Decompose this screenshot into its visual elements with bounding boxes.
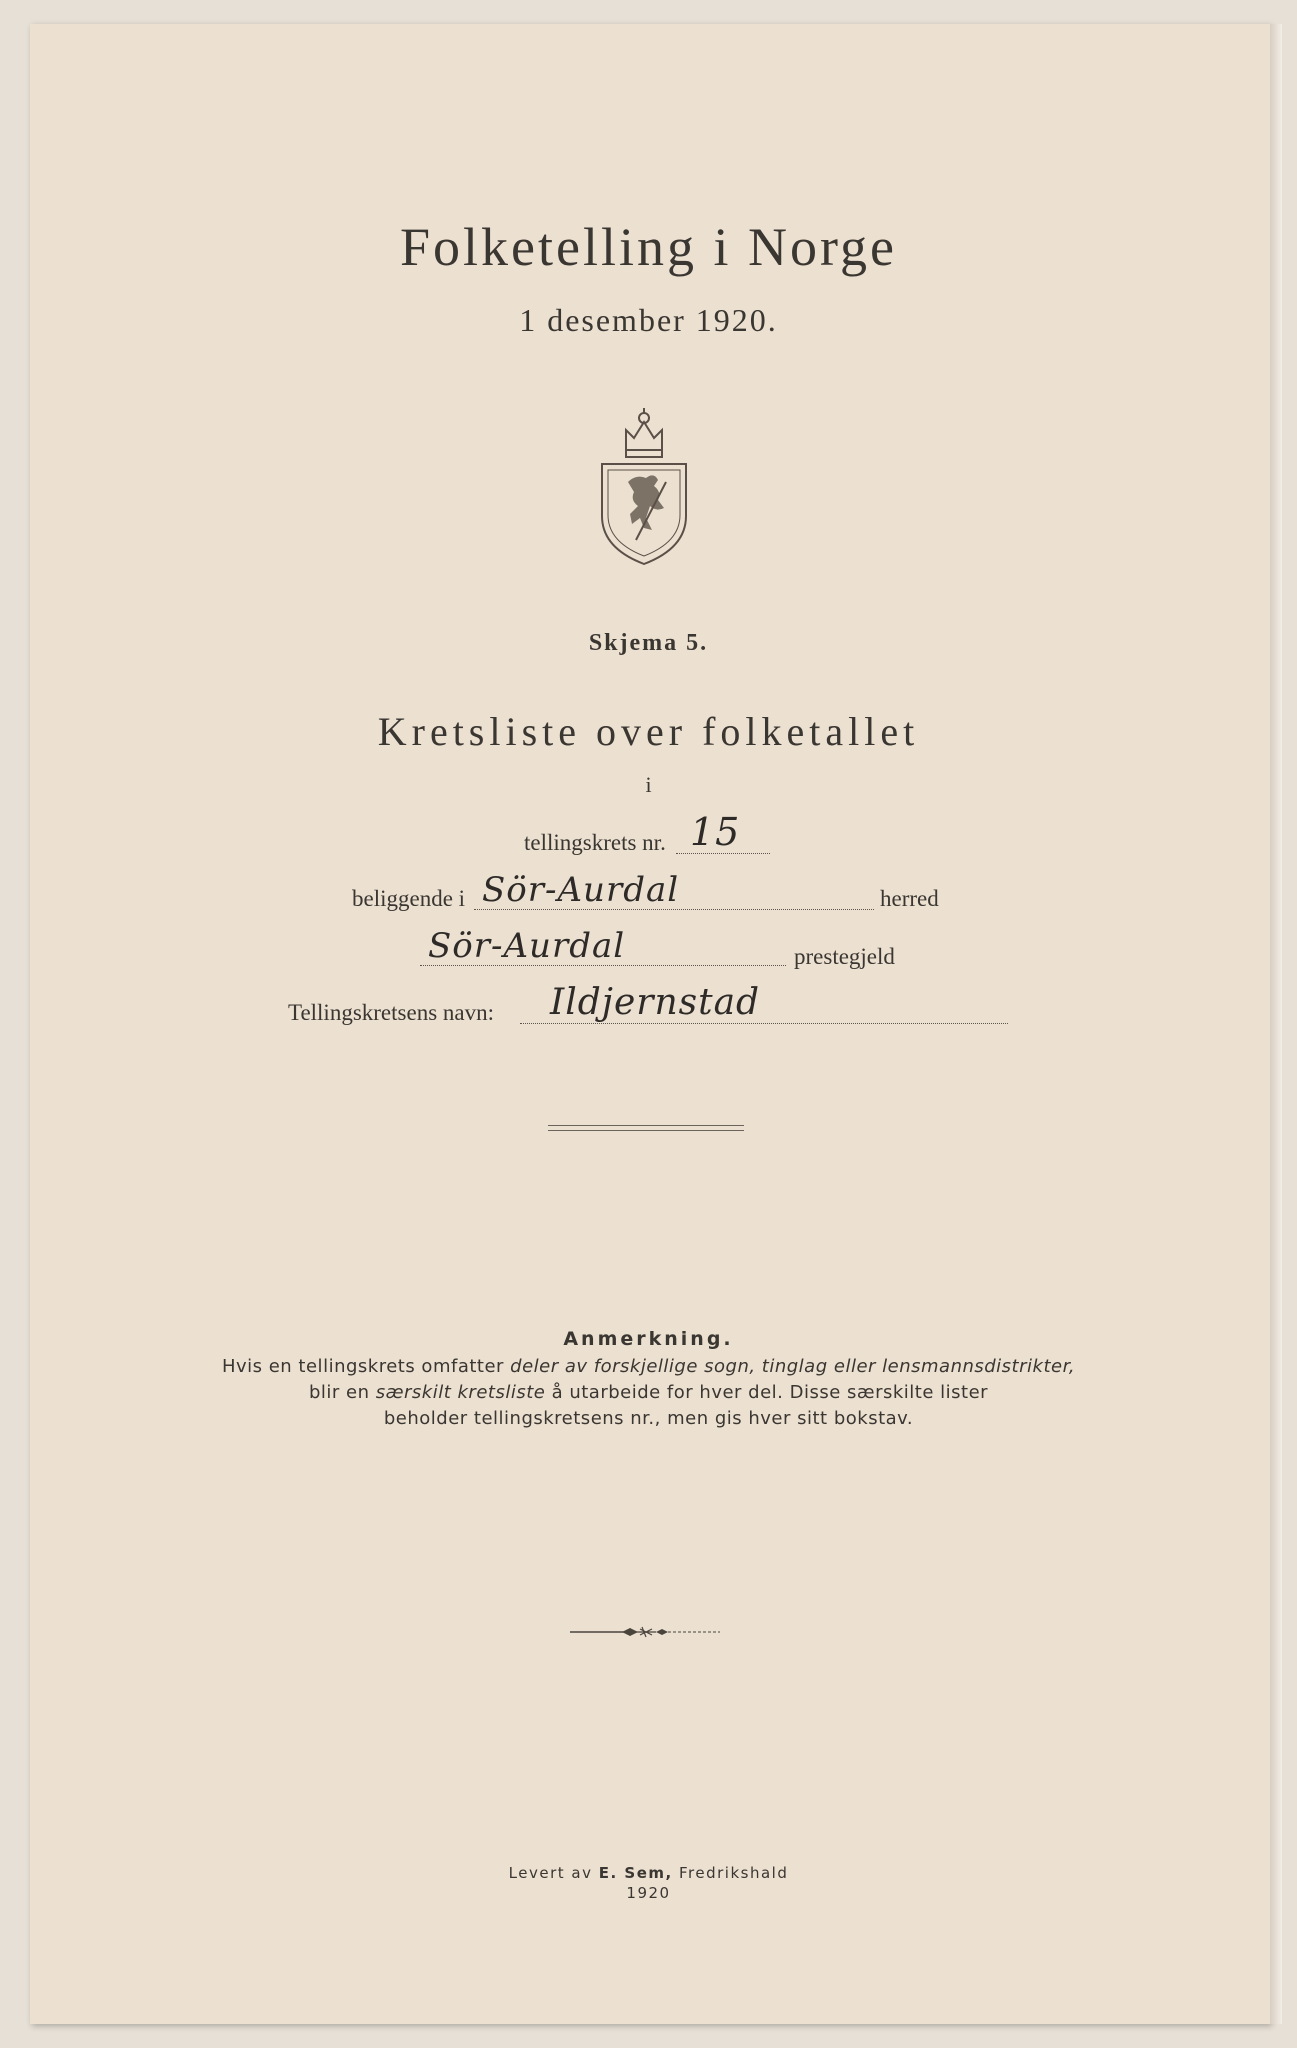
- decorative-divider-icon: [570, 1624, 720, 1640]
- connector-word: i: [645, 772, 652, 797]
- anmerkning-line-2: [0, 1382, 1297, 1403]
- anmerkning-title: Anmerkning.: [563, 1328, 734, 1350]
- anmerkning-line-2-text-a: blir en: [308, 1382, 376, 1403]
- kretsnavn-value: Ildjernstad: [550, 982, 761, 1023]
- anmerkning-line-1-italic: deler av forskjellige sogn, tinglag eller lensmannsdistrikter,: [510, 1356, 1076, 1377]
- anmerkning-line-2-italic: særskilt kretsliste: [375, 1382, 546, 1403]
- document-title: Folketelling i Norge: [400, 217, 897, 277]
- divider-rule: [548, 1125, 744, 1131]
- schema-number: Skjema 5.: [588, 630, 709, 656]
- tellingskrets-label: tellingskrets nr.: [524, 830, 666, 855]
- printer-name: E. Sem,: [598, 1864, 673, 1882]
- kretsnavn-label: Tellingskretsens navn:: [288, 1000, 494, 1025]
- anmerkning-line-1: [0, 1356, 1297, 1377]
- printer-year: 1920: [626, 1884, 671, 1902]
- anmerkning-line-2-text-b: å utarbeide for hver del. Disse særskilte lister: [545, 1382, 989, 1403]
- prestegjeld-label: prestegjeld: [794, 944, 895, 969]
- form-heading: Kretsliste over folketallet: [377, 709, 920, 754]
- anmerkning-line-1-text: Hvis en tellingskrets omfatter: [221, 1356, 511, 1377]
- herred-label: herred: [880, 886, 939, 911]
- printer-credit: [0, 1864, 1297, 1882]
- document-date: 1 desember 1920.: [519, 302, 778, 338]
- beliggende-label: beliggende i: [352, 886, 466, 911]
- beliggende-value: Sör-Aurdal: [482, 870, 680, 910]
- anmerkning-line-3: beholder tellingskretsens nr., men gis hver sitt bokstav.: [383, 1408, 914, 1429]
- tellingskrets-value: 15: [690, 810, 741, 854]
- norwegian-coat-of-arms-icon: [596, 400, 692, 568]
- prestegjeld-value: Sör-Aurdal: [428, 926, 626, 966]
- printer-credit-prefix: Levert av: [508, 1864, 599, 1882]
- printer-city: Fredrikshald: [672, 1864, 789, 1882]
